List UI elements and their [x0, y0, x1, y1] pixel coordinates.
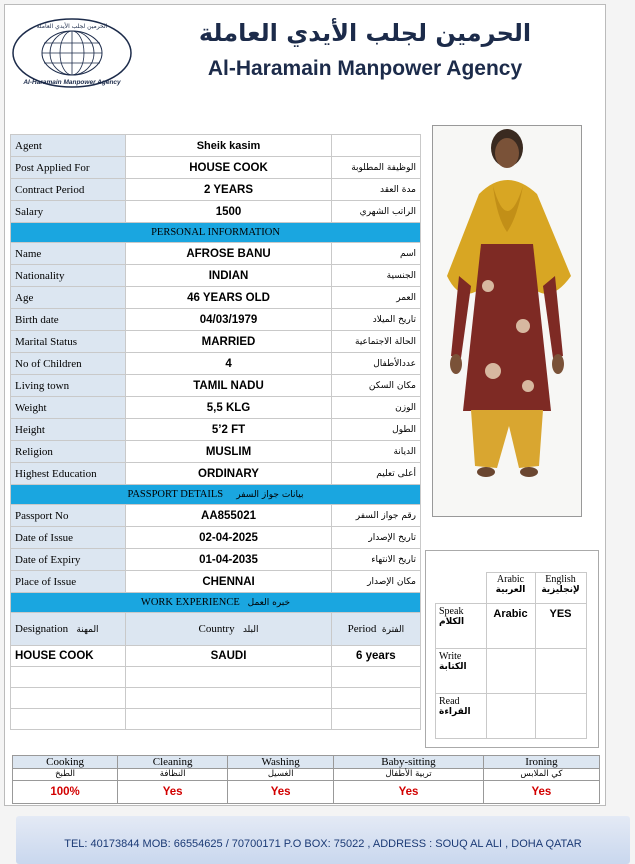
label-ar: العمر — [331, 287, 420, 309]
label: Date of Issue — [11, 527, 126, 549]
work-row — [11, 646, 421, 667]
col-country-ar: البلد — [242, 625, 259, 635]
period: 6 years — [331, 646, 420, 667]
section-title: PASSPORT DETAILS — [127, 489, 224, 500]
section-personal — [11, 223, 421, 243]
label: Name — [11, 243, 126, 265]
work-row-empty — [11, 709, 421, 730]
skill-value: Yes — [118, 781, 228, 804]
value: 5’2 FT — [126, 419, 332, 441]
agency-logo — [11, 17, 133, 89]
value: 46 YEARS OLD — [126, 287, 332, 309]
value: 01-04-2035 — [126, 549, 332, 571]
row-age — [11, 287, 421, 309]
label: Place of Issue — [11, 571, 126, 593]
logo-text-ar: الحرمين لجلب الأيدي العاملة — [36, 23, 108, 30]
label: Age — [11, 287, 126, 309]
label-ar: الطول — [331, 419, 420, 441]
skill-name: Cooking — [13, 756, 118, 769]
row-date-of-expiry — [11, 549, 421, 571]
skills-name-ar-row — [13, 769, 600, 781]
col-designation: Designation — [15, 623, 69, 635]
value: 02-04-2025 — [126, 527, 332, 549]
applicant-info-table — [10, 134, 421, 730]
label: Weight — [11, 397, 126, 419]
skill-name: Washing — [228, 756, 334, 769]
label: Contract Period — [11, 179, 126, 201]
value: TAMIL NADU — [126, 375, 332, 397]
lang-arabic-ar: العربية — [495, 585, 526, 595]
value: 5,5 KLG — [126, 397, 332, 419]
label-ar: اسم — [331, 243, 420, 265]
label: Nationality — [11, 265, 126, 287]
value: 2 YEARS — [126, 179, 332, 201]
row-marital-status — [11, 331, 421, 353]
col-period-ar: الفترة — [381, 625, 405, 635]
lang-english-ar: لإنجليزية — [541, 585, 580, 595]
label: Post Applied For — [11, 157, 126, 179]
contact-footer — [16, 816, 630, 864]
skill-name: Baby-sitting — [334, 756, 484, 769]
value: HOUSE COOK — [126, 157, 332, 179]
skill-value: 100% — [13, 781, 118, 804]
speak-row — [436, 603, 587, 648]
value: AFROSE BANU — [126, 243, 332, 265]
row-agent — [11, 135, 421, 157]
section-title-ar: بيانات جواز السفر — [236, 490, 304, 500]
skill-value: Yes — [334, 781, 484, 804]
col-designation-ar: المهنة — [76, 625, 99, 635]
label: Highest Education — [11, 463, 126, 485]
skill-name: Cleaning — [118, 756, 228, 769]
skill-value: Yes — [483, 781, 599, 804]
row-living-town — [11, 375, 421, 397]
skill-value: Yes — [228, 781, 334, 804]
value: 4 — [126, 353, 332, 375]
label-ar — [331, 135, 420, 157]
skill-name: Ironing — [483, 756, 599, 769]
label-ar: أعلى تعليم — [331, 463, 420, 485]
label-ar: رقم جواز السفر — [331, 505, 420, 527]
row-salary — [11, 201, 421, 223]
value: Sheik kasim — [126, 135, 332, 157]
work-row-empty — [11, 688, 421, 709]
skill-name-ar: الطبخ — [13, 769, 118, 781]
row-weight — [11, 397, 421, 419]
work-header-row — [11, 613, 421, 646]
label: Salary — [11, 201, 126, 223]
designation: HOUSE COOK — [11, 646, 126, 667]
language-table — [435, 572, 587, 739]
label-ar: مدة العقد — [331, 179, 420, 201]
value: MUSLIM — [126, 441, 332, 463]
speak-arabic: Arabic — [486, 603, 535, 648]
skills-name-row — [13, 756, 600, 769]
agency-title-en: Al-Haramain Manpower Agency — [207, 57, 523, 80]
col-period: Period — [347, 623, 377, 635]
value: 04/03/1979 — [126, 309, 332, 331]
value: CHENNAI — [126, 571, 332, 593]
label: Date of Expiry — [11, 549, 126, 571]
row-education — [11, 463, 421, 485]
read-label-ar: القراءة — [439, 706, 471, 717]
label-ar: عددالأطفال — [331, 353, 420, 375]
col-country: Country — [198, 623, 235, 635]
work-row-empty — [11, 667, 421, 688]
skill-name-ar: كي الملابس — [483, 769, 599, 781]
label-ar: الوزن — [331, 397, 420, 419]
row-contract — [11, 179, 421, 201]
skill-name-ar: تربية الأطفال — [334, 769, 484, 781]
speak-label-ar: الكلام — [439, 616, 465, 627]
label-ar: مكان السكن — [331, 375, 420, 397]
row-nationality — [11, 265, 421, 287]
row-religion — [11, 441, 421, 463]
section-passport — [11, 485, 421, 505]
label-ar: الحالة الاجتماعية — [331, 331, 420, 353]
language-header-row — [436, 573, 587, 604]
row-passport-no — [11, 505, 421, 527]
value: ORDINARY — [126, 463, 332, 485]
row-birth-date — [11, 309, 421, 331]
skill-name-ar: الغسيل — [228, 769, 334, 781]
write-row — [436, 648, 587, 693]
row-place-of-issue — [11, 571, 421, 593]
label: Height — [11, 419, 126, 441]
label: Living town — [11, 375, 126, 397]
logo-text: Al-Haramain Manpower Agency — [23, 79, 121, 86]
write-label: Write — [439, 650, 462, 662]
skill-name-ar: النظافة — [118, 769, 228, 781]
label: No of Children — [11, 353, 126, 375]
label: Marital Status — [11, 331, 126, 353]
row-children — [11, 353, 421, 375]
section-title: PERSONAL INFORMATION — [11, 223, 421, 243]
write-label-ar: الكتابة — [439, 661, 467, 672]
section-title-ar: خبره العمل — [247, 598, 291, 608]
label: Passport No — [11, 505, 126, 527]
label-ar: تاريخ الإصدار — [331, 527, 420, 549]
label-ar: الجنسية — [331, 265, 420, 287]
row-post — [11, 157, 421, 179]
value: MARRIED — [126, 331, 332, 353]
label: Agent — [11, 135, 126, 157]
label-ar: تاريخ الميلاد — [331, 309, 420, 331]
label-ar: مكان الإصدار — [331, 571, 420, 593]
label-ar: الوظيفة المطلوبة — [331, 157, 420, 179]
read-label: Read — [439, 695, 460, 707]
value: 1500 — [126, 201, 332, 223]
value: AA855021 — [126, 505, 332, 527]
speak-english: YES — [535, 603, 586, 648]
skills-value-row — [13, 781, 600, 804]
section-title: WORK EXPERIENCE — [140, 597, 240, 608]
value: INDIAN — [126, 265, 332, 287]
country: SAUDI — [126, 646, 332, 667]
applicant-photo — [432, 125, 582, 517]
row-date-of-issue — [11, 527, 421, 549]
section-work — [11, 593, 421, 613]
label-ar: الراتب الشهري — [331, 201, 420, 223]
skills-table — [12, 755, 600, 804]
label-ar: تاريخ الانتهاء — [331, 549, 420, 571]
row-name — [11, 243, 421, 265]
read-row — [436, 693, 587, 738]
label: Religion — [11, 441, 126, 463]
lang-english: English — [545, 574, 576, 585]
contact-text: TEL: 40173844 MOB: 66554625 / 70700171 P.O BOX: 75022 , ADDRESS : SOUQ AL ALI , DOHA QATAR — [64, 838, 582, 850]
row-height — [11, 419, 421, 441]
label: Birth date — [11, 309, 126, 331]
agency-title-ar: الحرمين لجلب الأيدي العاملة — [198, 19, 532, 47]
label-ar: الديانة — [331, 441, 420, 463]
lang-arabic: Arabic — [496, 574, 525, 585]
speak-label: Speak — [439, 605, 464, 617]
